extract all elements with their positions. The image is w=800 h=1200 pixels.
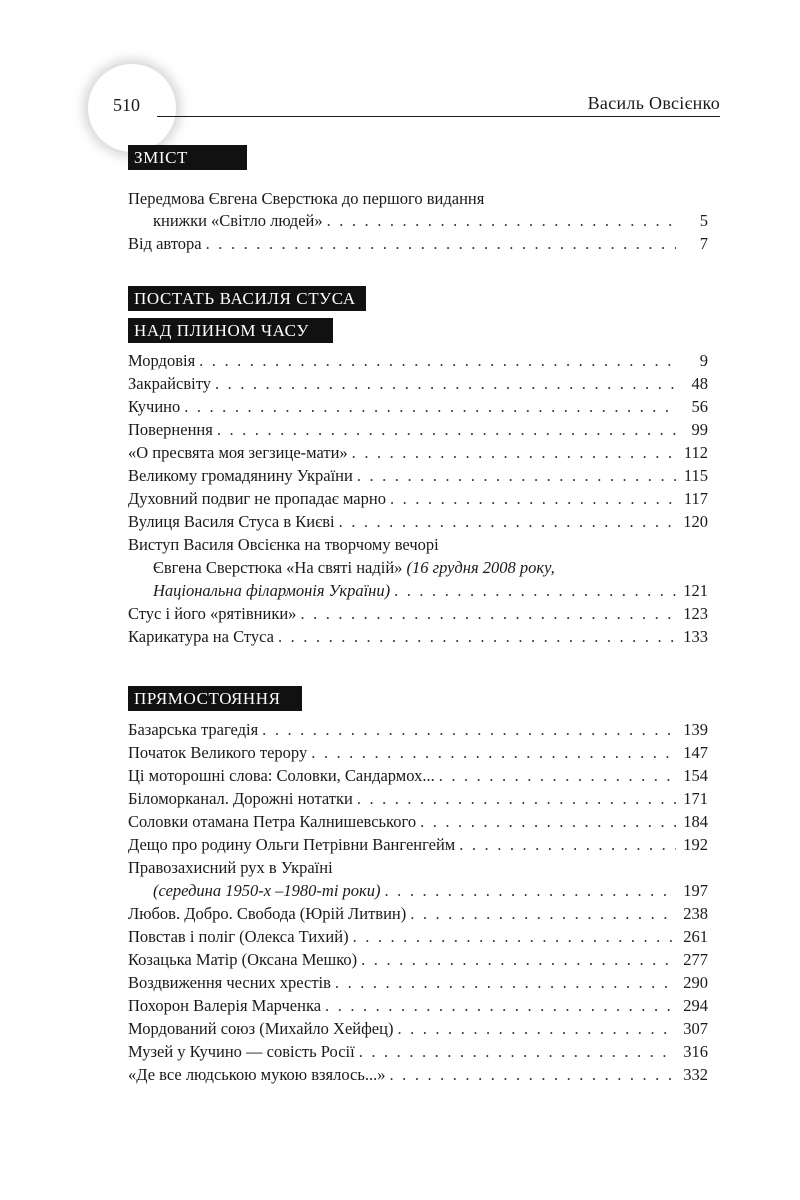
toc-entry-page: 307 <box>683 1019 708 1038</box>
running-head: Василь Овсієнко <box>587 93 720 113</box>
toc-entry-title: Кучино <box>128 397 181 416</box>
dot-leader <box>459 834 676 856</box>
toc-entry-title: Соловки отамана Петра Калнишевського <box>128 812 417 831</box>
dot-leader <box>352 442 676 464</box>
toc-entry-title: Повстав і поліг (Олекса Тихий) <box>128 927 349 946</box>
toc-entry-page: 5 <box>699 211 708 230</box>
toc-entry[interactable] <box>128 396 708 418</box>
foreword-title-line1: Передмова Євгена Сверстюка до першого видання <box>128 189 485 208</box>
toc-entry-page: 48 <box>691 374 708 393</box>
toc-entry-title: Козацька Матір (Оксана Мешко) <box>128 950 358 969</box>
toc-entry-page: 117 <box>683 489 708 508</box>
toc-entry[interactable] <box>128 511 708 533</box>
toc-entry-title: Музей у Кучино — совість Росії <box>128 1042 355 1061</box>
toc-entry[interactable] <box>128 350 708 372</box>
toc-entry-foreword[interactable] <box>153 210 708 232</box>
speech-title-line2-plain: Євгена Сверстюка «На святі надій» <box>153 558 403 577</box>
toc-entry[interactable] <box>128 811 708 833</box>
toc-entry[interactable] <box>128 1018 708 1040</box>
toc-entry-page: 294 <box>683 996 708 1015</box>
toc-entry-title: Базарська трагедія <box>128 720 259 739</box>
toc-entry-title: Воздвиження чесних хрестів <box>128 973 331 992</box>
subsection-heading: НАД ПЛИНОМ ЧАСУ <box>128 318 333 343</box>
toc-entry-title: Стус і його «рятівники» <box>128 604 297 623</box>
toc-entry-page: 112 <box>683 443 708 462</box>
dot-leader <box>215 373 676 395</box>
toc-entry[interactable] <box>128 972 708 994</box>
contents-heading: ЗМІСТ <box>128 145 247 170</box>
toc-entry[interactable] <box>128 626 708 648</box>
speech-title-line1: Виступ Василя Овсієнка на творчому вечорі <box>128 535 439 554</box>
toc-entry-page: 277 <box>683 950 708 969</box>
toc-entry-title: Дещо про родину Ольги Петрівни Вангенгейм <box>128 835 456 854</box>
toc-entry-author[interactable] <box>128 233 708 255</box>
toc-entry-rights[interactable] <box>153 880 708 902</box>
toc-entry-page: 316 <box>683 1042 708 1061</box>
dot-leader <box>359 1041 676 1063</box>
rights-title-line1: Правозахисний рух в Україні <box>128 858 333 877</box>
dot-leader <box>390 488 676 510</box>
toc-entry-title: Ці моторошні слова: Соловки, Сандармох... <box>128 766 435 785</box>
dot-leader <box>217 419 676 441</box>
toc-entry[interactable] <box>128 742 708 764</box>
toc-entry-speech[interactable] <box>153 580 708 602</box>
toc-entry-page: 197 <box>683 881 708 900</box>
toc-entry[interactable] <box>128 949 708 971</box>
toc-entry[interactable] <box>128 1041 708 1063</box>
speech-title-line2 <box>153 557 555 579</box>
toc-entry-title: книжки «Світло людей» <box>153 211 323 230</box>
dot-leader <box>262 719 676 741</box>
toc-entry-page: 7 <box>699 234 708 253</box>
toc-entry-title: Великому громадянину України <box>128 466 353 485</box>
dot-leader <box>300 603 676 625</box>
section-heading-stus: ПОСТАТЬ ВАСИЛЯ СТУСА <box>128 286 366 311</box>
toc-entry-title: Повернення <box>128 420 213 439</box>
toc-entry[interactable] <box>128 373 708 395</box>
toc-entry[interactable] <box>128 903 708 925</box>
dot-leader <box>278 626 676 648</box>
dot-leader <box>397 1018 676 1040</box>
toc-entry-page: 115 <box>683 466 708 485</box>
dot-leader <box>353 926 676 948</box>
toc-entry-page: 154 <box>683 766 708 785</box>
toc-entry[interactable] <box>128 926 708 948</box>
toc-entry[interactable] <box>128 603 708 625</box>
toc-entry-title: Мордовія <box>128 351 196 370</box>
dot-leader <box>325 995 676 1017</box>
toc-entry-title: Національна філармонія України) <box>153 581 391 600</box>
toc-entry-title: Біломорканал. Дорожні нотатки <box>128 789 353 808</box>
toc-entry-page: 123 <box>683 604 708 623</box>
dot-leader <box>335 972 676 994</box>
toc-entry-title: Від автора <box>128 234 202 253</box>
section-heading-upright: ПРЯМОСТОЯННЯ <box>128 686 302 711</box>
toc-entry-page: 139 <box>683 720 708 739</box>
dot-leader <box>390 1064 676 1086</box>
dot-leader <box>327 210 676 232</box>
toc-entry-title: (середина 1950-х –1980-ті роки) <box>153 881 381 900</box>
dot-leader <box>439 765 676 787</box>
toc-entry-page: 332 <box>683 1065 708 1084</box>
toc-entry[interactable] <box>128 1064 708 1086</box>
dot-leader <box>184 396 676 418</box>
toc-entry[interactable] <box>128 719 708 741</box>
toc-entry-page: 99 <box>691 420 708 439</box>
toc-entry-page: 120 <box>683 512 708 531</box>
dot-leader <box>206 233 676 255</box>
toc-entry-title: Любов. Добро. Свобода (Юрій Литвин) <box>128 904 407 923</box>
toc-entry-page: 192 <box>683 835 708 854</box>
toc-entry-page: 147 <box>683 743 708 762</box>
toc-entry-page: 261 <box>683 927 708 946</box>
toc-entry-page: 121 <box>683 581 708 600</box>
dot-leader <box>339 511 676 533</box>
toc-entry-page: 9 <box>699 351 708 370</box>
dot-leader <box>394 580 676 602</box>
toc-entry-title: Мордований союз (Михайло Хейфец) <box>128 1019 394 1038</box>
toc-entry-title: «О пресвята моя зегзице-мати» <box>128 443 348 462</box>
dot-leader <box>311 742 676 764</box>
page-number: 510 <box>113 95 140 115</box>
dot-leader <box>361 949 676 971</box>
dot-leader <box>385 880 676 902</box>
toc-entry-page: 238 <box>683 904 708 923</box>
dot-leader <box>357 788 676 810</box>
dot-leader <box>410 903 676 925</box>
header-rule <box>157 116 720 117</box>
dot-leader <box>357 465 676 487</box>
toc-entry[interactable] <box>128 465 708 487</box>
toc-entry-title: Вулиця Василя Стуса в Києві <box>128 512 335 531</box>
toc-entry[interactable] <box>128 442 708 464</box>
toc-entry[interactable] <box>128 488 708 510</box>
toc-entry-page: 133 <box>683 627 708 646</box>
toc-entry-page: 171 <box>683 789 708 808</box>
toc-entry[interactable] <box>128 995 708 1017</box>
toc-entry-title: Духовний подвиг не пропадає марно <box>128 489 386 508</box>
speech-title-line2-italic: (16 грудня 2008 року, <box>406 558 555 577</box>
toc-entry-title: Закрайсвіту <box>128 374 211 393</box>
toc-entry[interactable] <box>128 765 708 787</box>
toc-entry-title: Похорон Валерія Марченка <box>128 996 322 1015</box>
toc-entry[interactable] <box>128 834 708 856</box>
toc-entry-title: Карикатура на Стуса <box>128 627 274 646</box>
toc-entry-page: 290 <box>683 973 708 992</box>
toc-entry[interactable] <box>128 788 708 810</box>
toc-entry-title: Початок Великого терору <box>128 743 308 762</box>
dot-leader <box>420 811 676 833</box>
toc-entry-page: 56 <box>691 397 708 416</box>
dot-leader <box>199 350 676 372</box>
toc-entry-title: «Де все людською мукою взялось...» <box>128 1065 386 1084</box>
toc-entry[interactable] <box>128 419 708 441</box>
toc-entry-page: 184 <box>683 812 708 831</box>
